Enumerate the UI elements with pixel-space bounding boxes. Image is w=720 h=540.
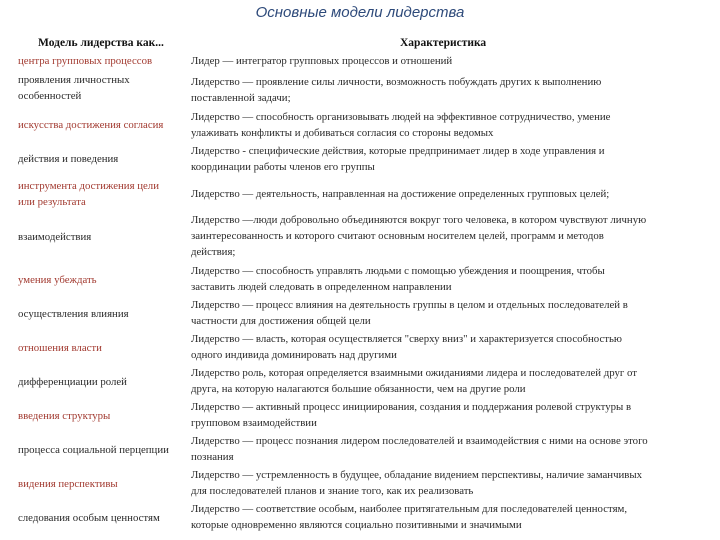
characteristic-text: Лидерство — проявление силы личности, возможность побуждать других к выполнению [191, 76, 602, 88]
characteristic-cell [191, 433, 648, 465]
model-text: или результата [18, 196, 86, 208]
characteristic-text: Лидерство — способность организовывать людей на эффективное сотрудничество, умение [191, 111, 611, 123]
model-text: дифференциации ролей [18, 376, 127, 388]
model-text: процесса социальной перцепции [18, 444, 169, 456]
characteristic-cell [191, 263, 605, 295]
characteristic-text: частности для достижения общей цели [191, 315, 371, 327]
model-text: инструмента достижения цели [18, 180, 159, 192]
characteristic-cell [191, 53, 452, 69]
model-cell [18, 53, 152, 69]
characteristic-text: заинтересованность и которого считают основным носителем целей, программ и методов [191, 230, 604, 242]
model-text: взаимодействия [18, 231, 92, 243]
model-cell [18, 442, 169, 458]
characteristic-text: Лидерство — деятельность, направленная на достижение определенных групповых целей; [191, 188, 610, 200]
characteristic-text: групповом взаимодействии [191, 417, 317, 429]
model-cell [18, 408, 110, 424]
model-text: введения структуры [18, 410, 111, 422]
model-text: видения перспективы [18, 478, 118, 490]
characteristic-text: Лидерство - специфические действия, которые предпринимает лидер в ходе управления и [191, 145, 605, 157]
model-cell [18, 272, 97, 288]
model-text: отношения власти [18, 342, 102, 354]
model-cell [18, 151, 118, 167]
column-header-characteristic: Характеристика [400, 37, 487, 49]
characteristic-text: заставить людей следовать в определенном направлении [191, 281, 452, 293]
characteristic-text: Лидерство — устремленность в будущее, обладание видением перспективы, наличие заманчивых [191, 469, 643, 481]
characteristic-text: познания [191, 451, 234, 463]
model-text: осуществления влияния [18, 308, 129, 320]
characteristic-cell [191, 74, 601, 106]
characteristic-text: Лидерство роль, которая определяется взаимными ожиданиями лидера и последователей друг от [191, 367, 637, 379]
characteristic-text: действия; [191, 246, 236, 258]
model-text: действия и поведения [18, 153, 119, 165]
characteristic-text: Лидерство — активный процесс инициирования, создания и поддержания ролевой структуры в [191, 401, 632, 413]
characteristic-cell [191, 143, 605, 175]
characteristic-cell [191, 331, 622, 363]
characteristic-cell [191, 212, 646, 260]
characteristic-text: Лидерство —люди добровольно объединяются вокруг того человека, в котором чувствуют личную [191, 214, 647, 226]
characteristic-text: улаживать конфликты и добиваться согласия со стороны ведомых [191, 127, 494, 139]
characteristic-text: друга, на которую налагаются большие обязанности, чем на другие роли [191, 383, 526, 395]
characteristic-text: Лидерство — власть, которая осуществляется "сверху вниз" и характеризуется способностью [191, 333, 622, 345]
model-cell [18, 117, 163, 133]
model-cell [18, 229, 91, 245]
characteristic-text: Лидерство — соответствие особым, наиболее притягательным для последователей ценностям, [191, 503, 628, 515]
model-cell [18, 374, 127, 390]
column-header-model: Модель лидерства как... [38, 37, 164, 49]
model-cell [18, 510, 160, 526]
model-text: особенностей [18, 90, 82, 102]
characteristic-cell [191, 365, 637, 397]
characteristic-cell [191, 109, 610, 141]
model-text: центра групповых процессов [18, 55, 153, 67]
characteristic-text: поставленной задачи; [191, 92, 291, 104]
characteristic-cell [191, 399, 631, 431]
page-title: Основные модели лидерства [255, 4, 465, 21]
characteristic-cell [191, 467, 642, 499]
model-text: проявления личностных [18, 74, 130, 86]
characteristic-text: Лидерство — способность управлять людьми с помощью убеждения и поощрения, чтобы [191, 265, 605, 277]
model-cell [18, 72, 130, 104]
characteristic-cell [191, 297, 628, 329]
characteristic-text: одного индивида доминировать над другими [191, 349, 397, 361]
model-cell [18, 178, 159, 210]
characteristic-text: Лидер — интегратор групповых процессов и отношений [191, 55, 453, 67]
model-text: следования особым ценностям [18, 512, 160, 524]
characteristic-text: координации работы членов его группы [191, 161, 375, 173]
model-text: умения убеждать [18, 274, 97, 286]
characteristic-text: Лидерство — процесс влияния на деятельность группы в целом и отдельных последователей в [191, 299, 628, 311]
characteristic-text: Лидерство — процесс познания лидером последователей и взаимодействия с ними на основе этого [191, 435, 648, 447]
model-cell [18, 306, 129, 322]
characteristic-cell [191, 186, 609, 202]
characteristic-text: которые одновременно являются социально позитивными и значимыми [191, 519, 522, 531]
characteristic-cell [191, 501, 627, 533]
model-cell [18, 476, 118, 492]
model-cell [18, 340, 102, 356]
model-text: искусства достижения согласия [18, 119, 164, 131]
characteristic-text: для последователей планов и знание того, как их реализовать [191, 485, 474, 497]
